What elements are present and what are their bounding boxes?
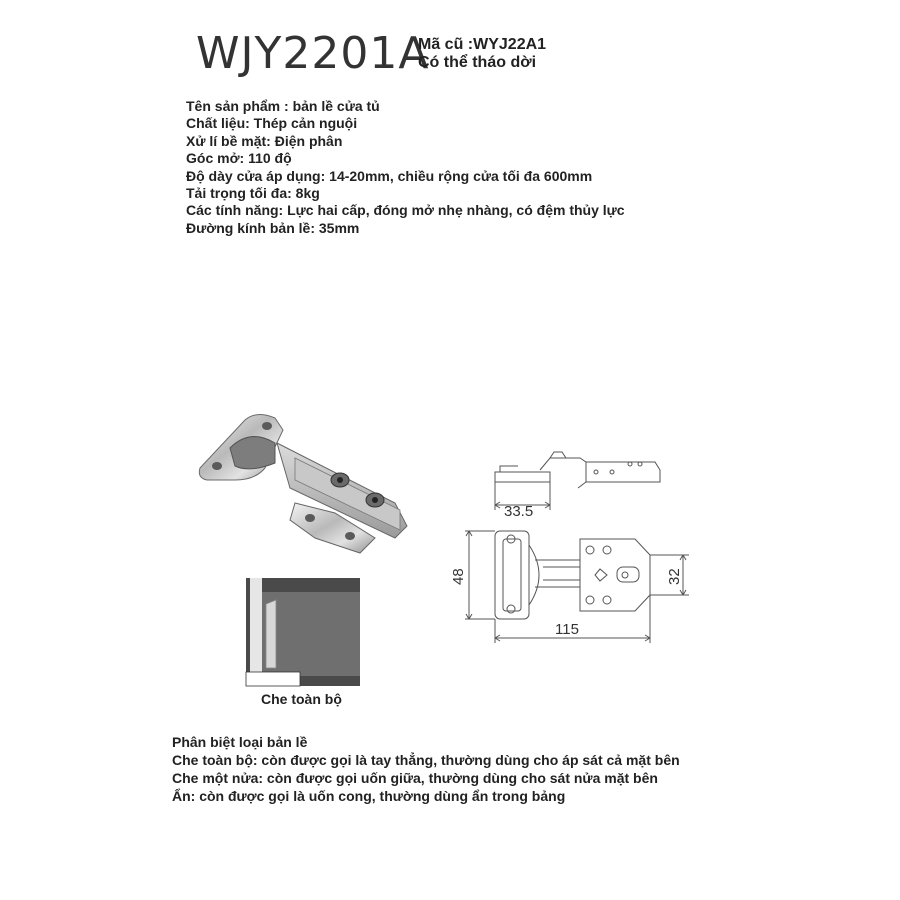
- door-panel: [246, 672, 300, 686]
- spec-line: Chất liệu: Thép cản nguội: [186, 115, 358, 132]
- spec-line: Tải trọng tối đa: 8kg: [186, 185, 320, 202]
- note-line: Che toàn bộ: còn được gọi là tay thẳng, thường dùng cho áp sát cả mặt bên: [172, 752, 680, 768]
- spec-line: Đường kính bản lề: 35mm: [186, 219, 360, 236]
- side-view-drawing: [490, 450, 665, 520]
- dim-48-label: 48: [450, 568, 467, 585]
- overlay-diagram: [246, 578, 361, 686]
- old-code: Mã cũ :WYJ22A1: [418, 36, 547, 53]
- dim-32-label: 32: [666, 568, 683, 585]
- overlay-caption: Che toàn bộ: [261, 691, 342, 707]
- spec-list: [186, 98, 625, 237]
- notes-section: [172, 733, 680, 805]
- model-code: WJY2201A: [196, 28, 430, 79]
- spec-line: Xử lí bề mặt: Điện phân: [186, 132, 343, 149]
- hinge-photo: [195, 408, 420, 558]
- notes-title: Phân biệt loại bản lề: [172, 734, 308, 750]
- note-line: Ẩn: còn được gọi là uốn cong, thường dùng ẩn trong bảng: [172, 788, 566, 804]
- dim-115-label: 115: [555, 621, 579, 638]
- note-line: Che một nửa: còn được gọi uốn giữa, thường dùng cho sát nửa mặt bên: [172, 770, 658, 786]
- spec-line: Góc mở: 110 độ: [186, 150, 292, 167]
- spec-line: Các tính năng: Lực hai cấp, đóng mở nhẹ nhàng, có đệm thủy lực: [186, 202, 625, 219]
- spec-line: Tên sản phẩm : bản lề cửa tủ: [186, 98, 380, 114]
- detachable-label: Có thể tháo dời: [418, 54, 537, 71]
- dim-33-5-label: 33.5: [504, 503, 534, 520]
- subheader: [418, 36, 546, 72]
- hinge-profile: [266, 600, 276, 668]
- top-view-drawing: [445, 525, 685, 650]
- spec-line: Độ dày cửa áp dụng: 14-20mm, chiều rộng cửa tối đa 600mm: [186, 167, 593, 184]
